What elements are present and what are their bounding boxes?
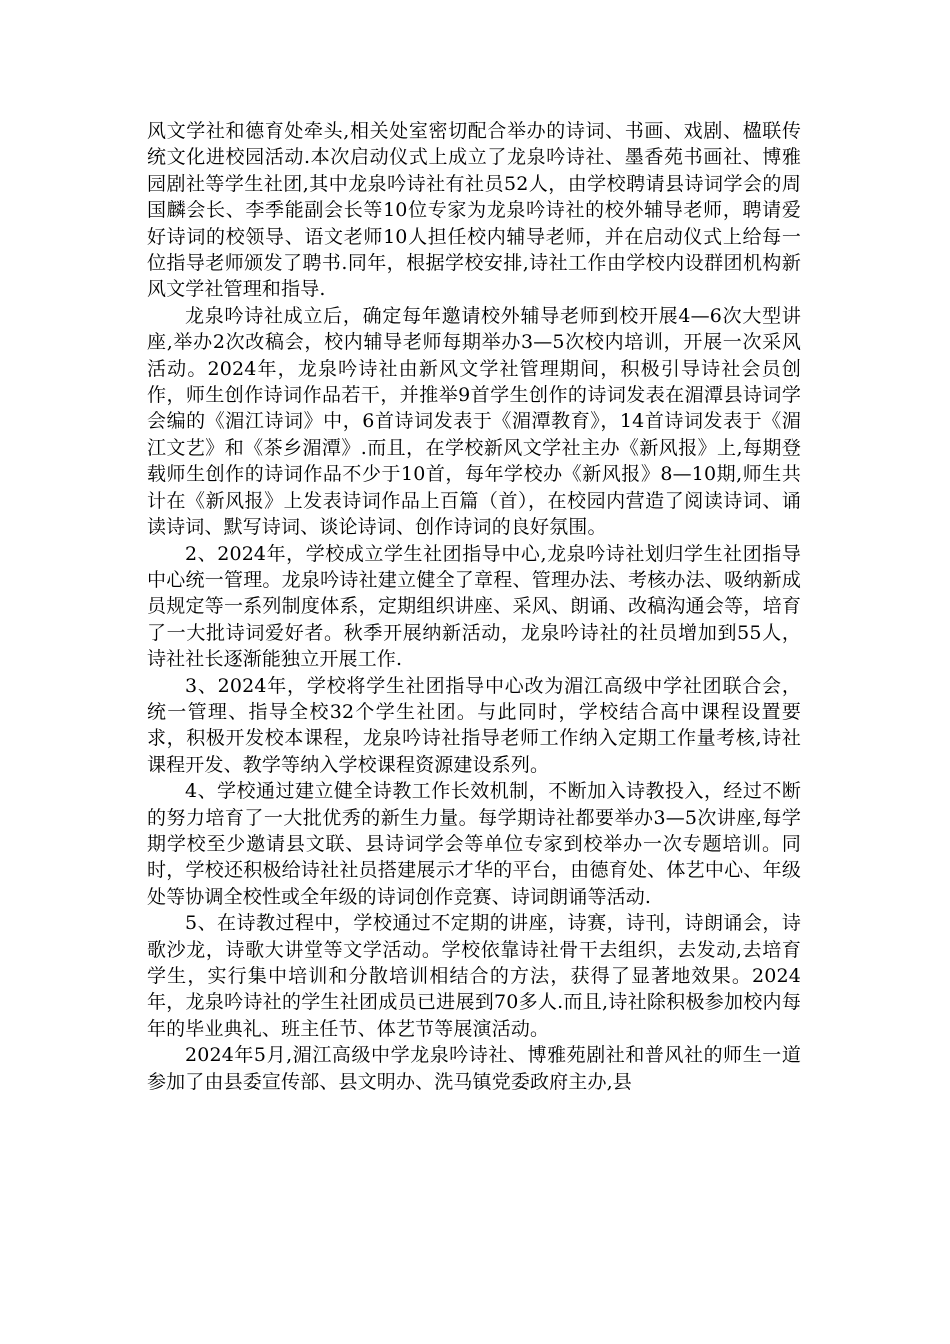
paragraph-7: 2024年5月,湄江高级中学龙泉吟诗社、博雅苑剧社和普风社的师生一道参加了由县委宣传部、县文明办、洗马镇党委政府主办,县 <box>147 1044 801 1093</box>
paragraph-2: 龙泉吟诗社成立后，确定每年邀请校外辅导老师到校开展4—6次大型讲座,举办2次改稿会，校内辅导老师每期举办3—5次校内培训，开展一次采风活动。2024年，龙泉吟诗社由新风文学社管理期间，积极引导诗社会员创作，师生创作诗词作品若干，并推举9首学生创作的诗词发表在湄潭县诗词学会编的《湄江诗词》中，6首诗词发表于《湄潭教育》，14首诗词发表于《湄江文艺》和《茶乡湄潭》.而且，在学校新风文学社主办《新风报》上,每期登载师生创作的诗词作品不少于10首，每年学校办《新风报》8—10期,师生共计在《新风报》上发表诗词作品上百篇（首），在校园内营造了阅读诗词、诵读诗词、默写诗词、谈论诗词、创作诗词的良好氛围。 <box>147 304 801 539</box>
paragraph-6: 5、在诗教过程中，学校通过不定期的讲座，诗赛，诗刊，诗朗诵会，诗歌沙龙，诗歌大讲堂等文学活动。学校依靠诗社骨干去组织，去发动,去培育学生，实行集中培训和分散培训相结合的方法，获得了显著地效果。2024年，龙泉吟诗社的学生社团成员已进展到70多人.而且,诗社除积极参加校内每年的毕业典礼、班主任节、体艺节等展演活动。 <box>147 912 801 1040</box>
paragraph-1: 风文学社和德育处牵头,相关处室密切配合举办的诗词、书画、戏剧、楹联传统文化进校园活动.本次启动仪式上成立了龙泉吟诗社、墨香苑书画社、博雅园剧社等学生社团,其中龙泉吟诗社有社员52人，由学校聘请县诗词学会的周国麟会长、李季能副会长等10位专家为龙泉吟诗社的校外辅导老师，聘请爱好诗词的校领导、语文老师10人担任校内辅导老师，并在启动仪式上给每一位指导老师颁发了聘书.同年，根据学校安排,诗社工作由学校内设群团机构新风文学社管理和指导. <box>147 120 801 301</box>
document-body <box>147 118 801 1095</box>
paragraph-4: 3、2024年，学校将学生社团指导中心改为湄江高级中学社团联合会，统一管理、指导全校32个学生社团。与此同时，学校结合高中课程设置要求，积极开发校本课程，龙泉吟诗社指导老师工作纳入定期工作量考核,诗社课程开发、教学等纳入学校课程资源建设系列。 <box>147 674 801 776</box>
paragraph-5: 4、学校通过建立健全诗教工作长效机制，不断加入诗教投入，经过不断的努力培育了一大批优秀的新生力量。每学期诗社都要举办3—5次讲座,每学期学校至少邀请县文联、县诗词学会等单位专家到校举办一次专题培训。同时，学校还积极给诗社社员搭建展示才华的平台，由德育处、体艺中心、年级处等协调全校性或全年级的诗词创作竞赛、诗词朗诵等活动. <box>147 780 801 908</box>
paragraph-3: 2、2024年，学校成立学生社团指导中心,龙泉吟诗社划归学生社团指导中心统一管理。龙泉吟诗社建立健全了章程、管理办法、考核办法、吸纳新成员规定等一系列制度体系，定期组织讲座、采风、朗诵、改稿沟通会等，培育了一大批诗词爱好者。秋季开展纳新活动，龙泉吟诗社的社员增加到55人，诗社社长逐渐能独立开展工作. <box>147 542 801 671</box>
